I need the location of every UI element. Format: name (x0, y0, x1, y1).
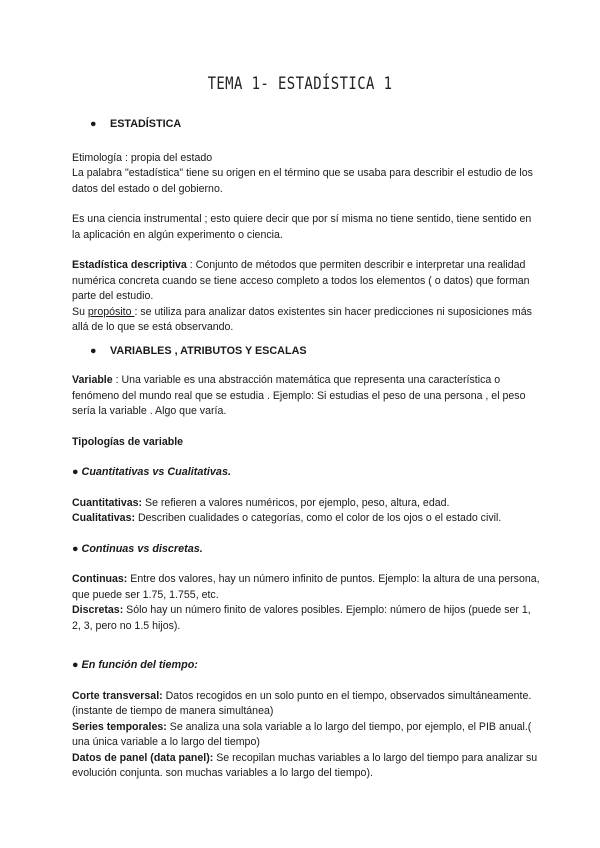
bullet-icon: ● (90, 344, 97, 357)
panel-paragraph (72, 751, 542, 782)
corte-paragraph (72, 689, 542, 720)
corte-term: Corte transversal: (72, 689, 163, 702)
panel-text: Se recopilan muchas variables a lo largo del tiempo para analizar su evolución conjunta. son muchas variables a lo largo del tiempo). (72, 751, 538, 779)
series-term: Series temporales: (72, 720, 167, 733)
proposito-term: propósito (87, 305, 135, 318)
proposito-prefix: Su (72, 305, 88, 318)
tiempo-heading (72, 658, 542, 674)
tiempo-heading-text: En función del tiempo: (81, 659, 198, 671)
variable-paragraph (72, 373, 542, 420)
discretas-term: Discretas: (72, 604, 124, 616)
continuas-term: Continuas: (72, 573, 128, 585)
ciencia-paragraph: Es una ciencia instrumental ; esto quiere decir que por sí misma no tiene sentido, tiene sentido en la aplicación en algún experimento o ciencia. (72, 213, 532, 241)
etimologia-line: Etimología : propia del estado (72, 151, 213, 164)
variable-text: : Una variable es una abstracción matemática que representa una característica o fenómeno del mundo real que se estudia . Ejemplo: Si estudias el peso de una persona , el peso sería la variable . Algo que varía. (72, 374, 526, 417)
bullet-icon: ● (72, 466, 79, 478)
cuantitativas-heading (72, 465, 542, 481)
variable-term: Variable (72, 374, 113, 386)
document-body (72, 117, 542, 782)
bullet-icon: ● (72, 659, 79, 671)
cualitativas-text: Describen cualidades o categorías, como el color de los ojos o el estado civil. (135, 512, 502, 524)
palabra-paragraph: La palabra "estadística" tiene su origen en el término que se usaba para describir el estudio de los datos del estado o del gobierno. (72, 167, 533, 195)
discretas-text: Sólo hay un número finito de valores posibles. Ejemplo: número de hijos (puede ser 1, 2, 3, pero no 1.5 hijos). (72, 604, 531, 632)
discretas-paragraph (72, 603, 542, 634)
corte-text: Datos recogidos en un solo punto en el tiempo, observados simultáneamente.(instante de tiempo de manera simultánea) (72, 689, 532, 717)
cuantitativas-line (72, 496, 542, 512)
heading-text: VARIABLES , ATRIBUTOS Y ESCALAS (110, 344, 307, 357)
cuantitativas-term: Cuantitativas: (72, 496, 143, 509)
cualitativas-line (72, 511, 542, 527)
continuas-paragraph (72, 572, 542, 603)
panel-term: Datos de panel (data panel): (72, 751, 214, 764)
continuas-heading (72, 542, 542, 558)
descriptiva-term: Estadística descriptiva (72, 259, 187, 271)
section-heading-estadistica (90, 117, 542, 133)
proposito-text: : se utiliza para analizar datos existentes sin hacer predicciones ni suposiciones más allá de lo que se está observando. (72, 305, 532, 333)
cuantitativas-text: Se refieren a valores numéricos, por ejemplo, peso, altura, edad. (142, 496, 450, 509)
descriptiva-paragraph (72, 258, 542, 305)
continuas-heading-text: Continuas vs discretas. (81, 542, 203, 555)
series-text: Se analiza una sola variable a lo largo del tiempo, por ejemplo, el PIB anual.( una única variable a lo largo del tiempo) (72, 720, 532, 748)
continuas-text: Entre dos valores, hay un número infinito de puntos. Ejemplo: la altura de una persona, que puede ser 1.75, 1.755, etc. (72, 573, 540, 601)
heading-text: ESTADÍSTICA (110, 118, 182, 130)
tipologias-heading: Tipologías de variable (72, 435, 184, 448)
section-heading-variables (90, 344, 542, 360)
page-title: TEMA 1- ESTADÍSTICA 1 (207, 74, 393, 94)
cuantitativas-heading-text: Cuantitativas vs Cualitativas. (81, 466, 231, 478)
bullet-icon: ● (90, 118, 97, 130)
bullet-icon: ● (72, 542, 79, 555)
descriptiva-text: : Conjunto de métodos que permiten describir e interpretar una realidad numérica concreta cuando se tiene acceso completo a todos los elementos ( o datos) que forman parte del estudio. (72, 259, 530, 302)
cualitativas-term: Cualitativas: (72, 512, 135, 524)
series-paragraph (72, 720, 542, 751)
proposito-paragraph (72, 305, 542, 336)
